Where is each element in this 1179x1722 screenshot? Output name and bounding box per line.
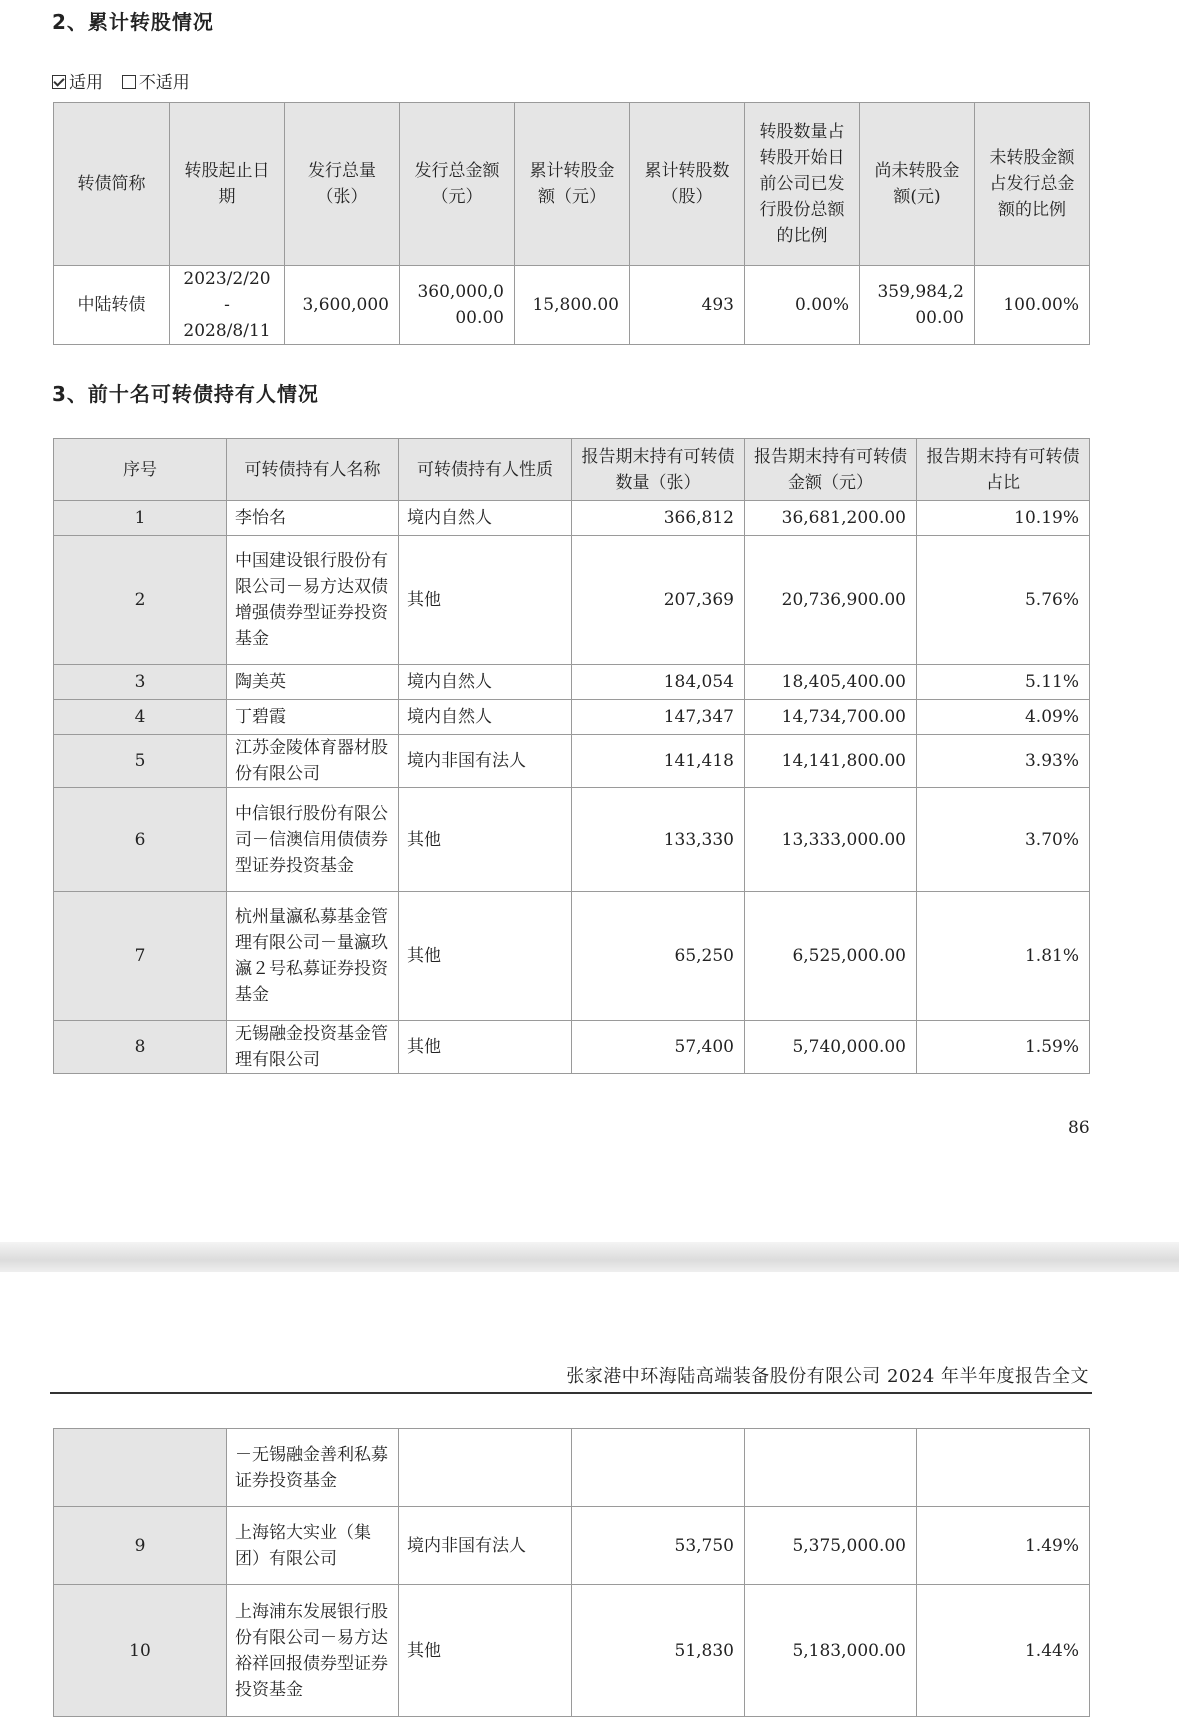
conversion-dates	[170, 266, 285, 345]
applicability-options	[52, 68, 190, 93]
applicable-label: 适用	[69, 73, 103, 93]
header-holding-percentage: 报告期末持有可转债占比	[917, 439, 1090, 501]
holding-percentage: 10.19%	[917, 501, 1090, 536]
row-number: 7	[54, 892, 227, 1021]
holder-type: 其他	[399, 1585, 572, 1717]
holding-amount: 18,405,400.00	[745, 665, 917, 700]
holding-quantity: 51,830	[572, 1585, 745, 1717]
holding-quantity: 184,054	[572, 665, 745, 700]
holder-name: 陶美英	[227, 665, 399, 700]
row-number: 4	[54, 700, 227, 735]
header-issue-quantity: 发行总量（张）	[285, 103, 400, 266]
header-holder-type: 可转债持有人性质	[399, 439, 572, 501]
holding-percentage: 3.93%	[917, 735, 1090, 788]
date-start: 2023/2/20	[183, 269, 271, 289]
holder-type	[399, 1429, 572, 1507]
holder-type: 境内非国有法人	[399, 1507, 572, 1585]
holder-type: 境内非国有法人	[399, 735, 572, 788]
row-number: 2	[54, 536, 227, 665]
holder-name: 中信银行股份有限公司－信澳信用债债券型证券投资基金	[227, 788, 399, 892]
row-number: 9	[54, 1507, 227, 1585]
holder-type: 其他	[399, 1021, 572, 1074]
header-conversion-ratio: 转股数量占转股开始日前公司已发行股份总额的比例	[745, 103, 860, 266]
header-issue-amount: 发行总金额（元）	[400, 103, 515, 266]
header-converted-shares: 累计转股数（股）	[630, 103, 745, 266]
table-row	[54, 665, 1090, 700]
holding-percentage: 1.44%	[917, 1585, 1090, 1717]
holding-amount: 13,333,000.00	[745, 788, 917, 892]
table-row	[54, 536, 1090, 665]
holding-amount	[745, 1429, 917, 1507]
conversion-table	[53, 102, 1090, 345]
header-holding-quantity: 报告期末持有可转债数量（张）	[572, 439, 745, 501]
row-number: 8	[54, 1021, 227, 1074]
holder-name: 丁碧霞	[227, 700, 399, 735]
remaining-amount: 359,984,200.00	[860, 266, 975, 345]
holding-amount: 14,141,800.00	[745, 735, 917, 788]
holding-percentage: 5.76%	[917, 536, 1090, 665]
row-number: 3	[54, 665, 227, 700]
header-converted-amount: 累计转股金额（元）	[515, 103, 630, 266]
header-holding-amount: 报告期末持有可转债金额（元）	[745, 439, 917, 501]
holding-amount: 14,734,700.00	[745, 700, 917, 735]
holder-type: 其他	[399, 892, 572, 1021]
header-conversion-dates: 转股起止日期	[170, 103, 285, 266]
holding-quantity: 141,418	[572, 735, 745, 788]
conversion-table-row	[54, 266, 1090, 345]
converted-amount: 15,800.00	[515, 266, 630, 345]
section-3-heading: 3、前十名可转债持有人情况	[52, 382, 319, 406]
table-row	[54, 501, 1090, 536]
conversion-table-header	[54, 103, 1090, 266]
unchecked-checkbox-icon	[122, 75, 136, 89]
holding-amount: 5,183,000.00	[745, 1585, 917, 1717]
holding-amount: 5,740,000.00	[745, 1021, 917, 1074]
report-title: 张家港中环海陆高端装备股份有限公司 2024 年半年度报告全文	[566, 1366, 1089, 1387]
holding-amount: 36,681,200.00	[745, 501, 917, 536]
holding-percentage: 3.70%	[917, 788, 1090, 892]
holding-quantity: 133,330	[572, 788, 745, 892]
page-number: 86	[1068, 1118, 1090, 1138]
holding-quantity: 53,750	[572, 1507, 745, 1585]
table-row	[54, 1429, 1090, 1507]
checked-checkbox-icon	[52, 75, 66, 89]
row-number: 10	[54, 1585, 227, 1717]
table-row	[54, 1585, 1090, 1717]
section-2-heading: 2、累计转股情况	[52, 10, 214, 34]
holding-amount: 5,375,000.00	[745, 1507, 917, 1585]
holding-quantity	[572, 1429, 745, 1507]
bond-name: 中陆转债	[54, 266, 170, 345]
row-number: 1	[54, 501, 227, 536]
holders-table-continued	[53, 1428, 1090, 1717]
header-holder-name: 可转债持有人名称	[227, 439, 399, 501]
table-row	[54, 700, 1090, 735]
header-remaining-amount: 尚未转股金额(元)	[860, 103, 975, 266]
issue-amount: 360,000,000.00	[400, 266, 515, 345]
holding-quantity: 366,812	[572, 501, 745, 536]
holder-name: 江苏金陵体育器材股份有限公司	[227, 735, 399, 788]
row-number	[54, 1429, 227, 1507]
holder-type: 境内自然人	[399, 665, 572, 700]
conversion-ratio: 0.00%	[745, 266, 860, 345]
holder-name: 无锡融金投资基金管理有限公司	[227, 1021, 399, 1074]
holding-percentage: 1.59%	[917, 1021, 1090, 1074]
row-number: 6	[54, 788, 227, 892]
holding-quantity: 147,347	[572, 700, 745, 735]
holder-name: 李怡名	[227, 501, 399, 536]
holding-percentage	[917, 1429, 1090, 1507]
holder-name: －无锡融金善利私募证券投资基金	[227, 1429, 399, 1507]
not-applicable-label: 不适用	[138, 73, 190, 93]
holder-name: 杭州量瀛私募基金管理有限公司－量瀛玖瀛２号私募证券投资基金	[227, 892, 399, 1021]
holder-name: 上海浦东发展银行股份有限公司－易方达裕祥回报债券型证券投资基金	[227, 1585, 399, 1717]
table-row	[54, 892, 1090, 1021]
holding-percentage: 1.81%	[917, 892, 1090, 1021]
holder-type: 境内自然人	[399, 501, 572, 536]
table-row	[54, 788, 1090, 892]
date-separator: -	[224, 295, 230, 315]
holding-percentage: 5.11%	[917, 665, 1090, 700]
header-bond-name: 转债简称	[54, 103, 170, 266]
holder-type: 其他	[399, 536, 572, 665]
page-gap-separator	[0, 1242, 1179, 1272]
holding-amount: 6,525,000.00	[745, 892, 917, 1021]
holder-type: 其他	[399, 788, 572, 892]
header-remaining-ratio: 未转股金额占发行总金额的比例	[975, 103, 1090, 266]
holder-type: 境内自然人	[399, 700, 572, 735]
table-row	[54, 1021, 1090, 1074]
converted-shares: 493	[630, 266, 745, 345]
date-end: 2028/8/11	[183, 321, 271, 341]
table-row	[54, 735, 1090, 788]
remaining-ratio: 100.00%	[975, 266, 1090, 345]
issue-quantity: 3,600,000	[285, 266, 400, 345]
header-sequence: 序号	[54, 439, 227, 501]
holding-quantity: 57,400	[572, 1021, 745, 1074]
holding-amount: 20,736,900.00	[745, 536, 917, 665]
row-number: 5	[54, 735, 227, 788]
holding-quantity: 207,369	[572, 536, 745, 665]
holding-percentage: 1.49%	[917, 1507, 1090, 1585]
holder-name: 中国建设银行股份有限公司－易方达双债增强债券型证券投资基金	[227, 536, 399, 665]
holders-table-header	[54, 439, 1090, 501]
header-rule	[50, 1392, 1092, 1394]
table-row	[54, 1507, 1090, 1585]
holder-name: 上海铭大实业（集团）有限公司	[227, 1507, 399, 1585]
holding-percentage: 4.09%	[917, 700, 1090, 735]
holders-table	[53, 438, 1090, 1074]
holding-quantity: 65,250	[572, 892, 745, 1021]
